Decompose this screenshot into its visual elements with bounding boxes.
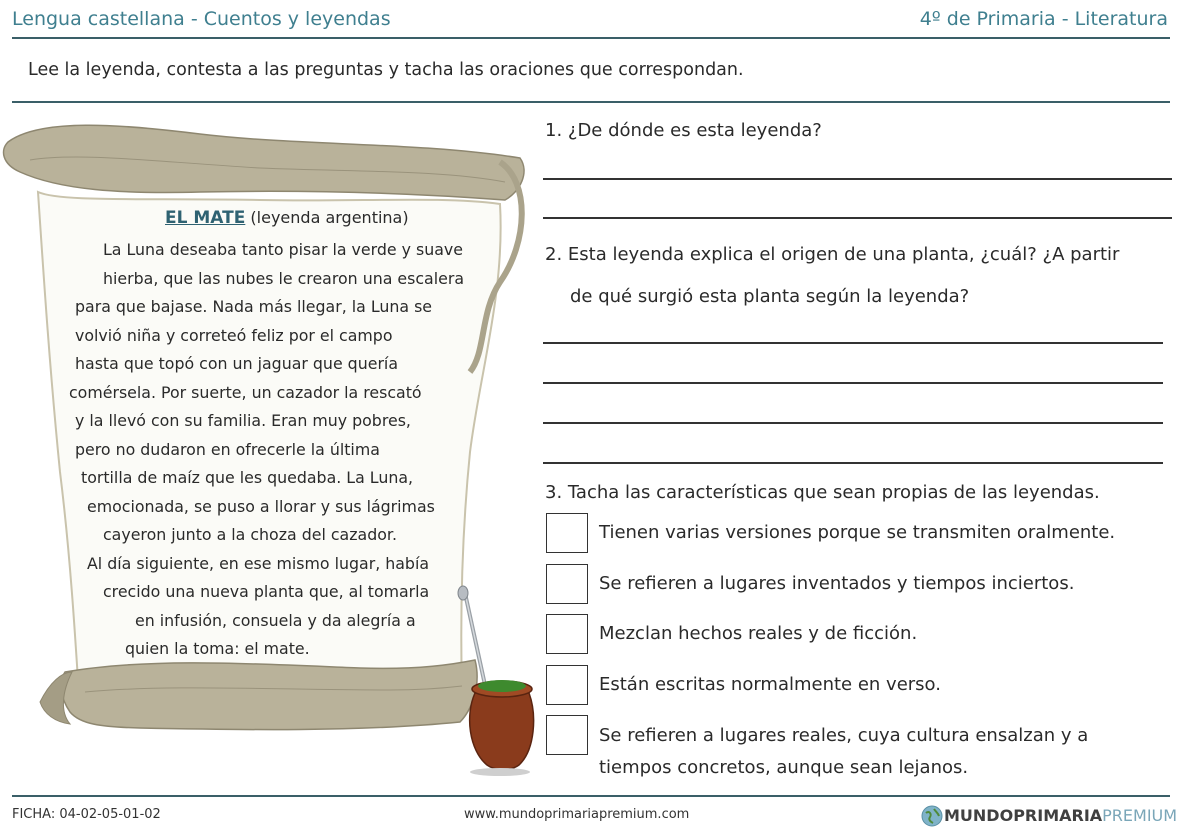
option-checkbox-4[interactable]	[546, 665, 588, 705]
option-checkbox-3[interactable]	[546, 614, 588, 654]
story-title-line	[165, 208, 409, 228]
question-1: 1. ¿De dónde es esta leyenda?	[545, 120, 822, 141]
question-2-line-1: 2. Esta leyenda explica el origen de una planta, ¿cuál? ¿A partir	[545, 244, 1120, 265]
story-line: volvió niña y correteó feliz por el campo	[75, 326, 393, 345]
story-title: EL MATE	[165, 208, 246, 228]
option-label-3: Mezclan hechos reales y de ficción.	[599, 623, 918, 644]
option-label-5-line-2: tiempos concretos, aunque sean lejanos.	[599, 757, 969, 778]
answer-line-q2-2[interactable]	[543, 382, 1163, 384]
footer-rule	[12, 795, 1170, 797]
answer-line-q2-4[interactable]	[543, 462, 1163, 464]
story-line: pero no dudaron en ofrecerle la última	[75, 440, 380, 459]
option-checkbox-2[interactable]	[546, 564, 588, 604]
website-url[interactable]: www.mundoprimariapremium.com	[464, 807, 690, 822]
story-line: para que bajase. Nada más llegar, la Luna se	[75, 297, 433, 316]
story-line: tortilla de maíz que les quedaba. La Luna,	[81, 468, 414, 487]
question-3: 3. Tacha las características que sean propias de las leyendas.	[545, 482, 1100, 503]
instruction-rule	[12, 101, 1170, 103]
story-line: en infusión, consuela y da alegría a	[135, 611, 416, 630]
brand-logo[interactable]	[944, 806, 1177, 825]
sheet-code: FICHA: 04-02-05-01-02	[12, 807, 161, 822]
brand-logo-light: PREMIUM	[1102, 806, 1178, 825]
option-checkbox-1[interactable]	[546, 513, 588, 553]
brand-logo-bold: MUNDOPRIMARIA	[944, 806, 1103, 825]
option-label-5-line-1: Se refieren a lugares reales, cuya cultura ensalzan y a	[599, 725, 1089, 746]
option-label-2: Se refieren a lugares inventados y tiempos inciertos.	[599, 573, 1075, 594]
answer-line-q1-2[interactable]	[543, 217, 1172, 219]
header-subject: Lengua castellana - Cuentos y leyendas	[12, 8, 391, 30]
story-subtitle: (leyenda argentina)	[250, 208, 409, 227]
story-line: quien la toma: el mate.	[125, 639, 310, 658]
story-line: hierba, que las nubes le crearon una escalera	[103, 269, 465, 288]
option-label-1: Tienen varias versiones porque se transmiten oralmente.	[599, 522, 1116, 543]
globe-icon	[921, 805, 943, 827]
header-grade: 4º de Primaria - Literatura	[919, 8, 1168, 30]
answer-line-q2-1[interactable]	[543, 342, 1163, 344]
story-line: Al día siguiente, en ese mismo lugar, había	[87, 554, 430, 573]
answer-line-q1-1[interactable]	[543, 178, 1172, 180]
story-line: cayeron junto a la choza del cazador.	[103, 525, 397, 544]
instruction: Lee la leyenda, contesta a las preguntas y tacha las oraciones que correspondan.	[28, 60, 744, 80]
story-line: La Luna deseaba tanto pisar la verde y suave	[103, 240, 463, 259]
story-line: comérsela. Por suerte, un cazador la rescató	[69, 383, 422, 402]
story-line: crecido una nueva planta que, al tomarla	[103, 582, 430, 601]
story-line: emocionada, se puso a llorar y sus lágrimas	[87, 497, 435, 516]
story-line: y la llevó con su familia. Eran muy pobres,	[75, 411, 411, 430]
option-checkbox-5[interactable]	[546, 715, 588, 755]
option-label-4: Están escritas normalmente en verso.	[599, 674, 941, 695]
story-line: hasta que topó con un jaguar que quería	[75, 354, 399, 373]
mate-gourd-illustration	[455, 585, 545, 780]
answer-line-q2-3[interactable]	[543, 422, 1163, 424]
header-rule	[12, 37, 1170, 39]
question-2-line-2: de qué surgió esta planta según la leyenda?	[570, 286, 970, 307]
